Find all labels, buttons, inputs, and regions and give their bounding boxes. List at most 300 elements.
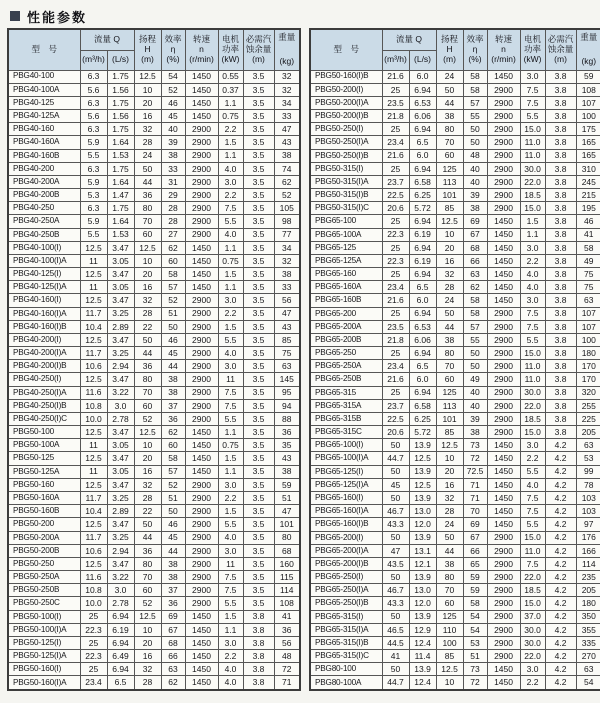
table-row bbox=[310, 83, 600, 96]
value-cell: 21.6 bbox=[382, 149, 409, 162]
value-cell: 3.8 bbox=[243, 636, 274, 649]
value-cell: 6.94 bbox=[409, 83, 436, 96]
value-cell: 16 bbox=[134, 465, 161, 478]
value-cell: 3.5 bbox=[243, 83, 274, 96]
table-row bbox=[310, 96, 600, 109]
value-cell: 3.5 bbox=[243, 439, 274, 452]
header-line: (%) bbox=[166, 53, 180, 64]
table-row bbox=[8, 228, 300, 241]
value-cell: 2900 bbox=[185, 386, 218, 399]
value-cell: 10 bbox=[134, 439, 161, 452]
header-line: 电机 bbox=[222, 34, 240, 45]
value-cell: 3.8 bbox=[545, 268, 576, 281]
value-cell: 60 bbox=[161, 439, 185, 452]
value-cell: 85 bbox=[436, 202, 463, 215]
value-cell: 24 bbox=[436, 518, 463, 531]
header-line: (m) bbox=[443, 53, 456, 64]
value-cell: 25 bbox=[382, 386, 409, 399]
value-cell: 25 bbox=[80, 663, 107, 676]
value-cell: 62 bbox=[161, 676, 185, 690]
value-cell: 2900 bbox=[185, 189, 218, 202]
table-row bbox=[310, 254, 600, 267]
value-cell: 4.2 bbox=[545, 623, 576, 636]
value-cell: 1.75 bbox=[107, 162, 134, 175]
table-row bbox=[8, 623, 300, 636]
header-line: 转速 bbox=[495, 34, 513, 45]
model-cell: PBG40-125 bbox=[8, 96, 80, 109]
table-row bbox=[310, 70, 600, 83]
value-cell: 37.0 bbox=[520, 610, 545, 623]
value-cell: 50 bbox=[463, 136, 487, 149]
value-cell: 3.8 bbox=[545, 373, 576, 386]
value-cell: 7.5 bbox=[520, 557, 545, 570]
value-cell: 60 bbox=[436, 149, 463, 162]
value-cell: 3.5 bbox=[243, 531, 274, 544]
value-cell: 3.8 bbox=[243, 610, 274, 623]
model-cell: PBG65-250 bbox=[310, 347, 382, 360]
value-cell: 44.5 bbox=[382, 636, 409, 649]
col-header-power bbox=[218, 29, 243, 70]
value-cell: 25 bbox=[382, 307, 409, 320]
value-cell: 180 bbox=[576, 597, 600, 610]
model-cell: PBG50-315(I) bbox=[310, 162, 382, 175]
value-cell: 1450 bbox=[487, 70, 520, 83]
model-cell: PBG65-100 bbox=[310, 215, 382, 228]
value-cell: 70 bbox=[134, 571, 161, 584]
value-cell: 6.5 bbox=[409, 360, 436, 373]
value-cell: 85 bbox=[274, 333, 300, 346]
value-cell: 4.0 bbox=[218, 347, 243, 360]
col-header-flow: 流量 Q bbox=[382, 29, 436, 50]
value-cell: 6.94 bbox=[409, 386, 436, 399]
value-cell: 2900 bbox=[487, 650, 520, 663]
value-cell: 1450 bbox=[487, 241, 520, 254]
model-cell: PBG65-160(I)B bbox=[310, 518, 382, 531]
value-cell: 58 bbox=[463, 70, 487, 83]
value-cell: 170 bbox=[576, 373, 600, 386]
value-cell: 10.0 bbox=[80, 412, 107, 425]
value-cell: 6.0 bbox=[409, 294, 436, 307]
value-cell: 12.5 bbox=[80, 268, 107, 281]
value-cell: 13.9 bbox=[409, 571, 436, 584]
value-cell: 4.2 bbox=[545, 557, 576, 570]
value-cell: 36 bbox=[134, 360, 161, 373]
model-cell: PBG50-200(I) bbox=[310, 83, 382, 96]
model-cell: PBG65-315C bbox=[310, 426, 382, 439]
table-row bbox=[8, 268, 300, 281]
value-cell: 50 bbox=[463, 123, 487, 136]
value-cell: 2900 bbox=[487, 636, 520, 649]
value-cell: 59 bbox=[463, 571, 487, 584]
table-row bbox=[8, 281, 300, 294]
model-cell: PBG50-125(I)A bbox=[8, 650, 80, 663]
col-header-efficiency bbox=[463, 29, 487, 70]
table-row bbox=[8, 333, 300, 346]
value-cell: 100 bbox=[576, 110, 600, 123]
value-cell: 1.5 bbox=[218, 136, 243, 149]
value-cell: 107 bbox=[576, 320, 600, 333]
value-cell: 12.0 bbox=[409, 597, 436, 610]
value-cell: 310 bbox=[576, 162, 600, 175]
value-cell: 1450 bbox=[185, 70, 218, 83]
value-cell: 3.5 bbox=[243, 162, 274, 175]
value-cell: 4.0 bbox=[218, 531, 243, 544]
value-cell: 3.8 bbox=[545, 281, 576, 294]
value-cell: 36 bbox=[161, 597, 185, 610]
value-cell: 3.25 bbox=[107, 307, 134, 320]
value-cell: 52 bbox=[134, 412, 161, 425]
value-cell: 63 bbox=[463, 268, 487, 281]
header-line: 必需汽 bbox=[547, 34, 574, 45]
value-cell: 25 bbox=[382, 215, 409, 228]
value-cell: 3.8 bbox=[545, 215, 576, 228]
value-cell: 1.64 bbox=[107, 136, 134, 149]
model-cell: PBG65-200(I)A bbox=[310, 544, 382, 557]
value-cell: 2900 bbox=[185, 505, 218, 518]
value-cell: 355 bbox=[576, 623, 600, 636]
value-cell: 44 bbox=[161, 360, 185, 373]
value-cell: 65 bbox=[463, 557, 487, 570]
value-cell: 45 bbox=[161, 531, 185, 544]
value-cell: 98 bbox=[274, 215, 300, 228]
value-cell: 3.8 bbox=[545, 175, 576, 188]
table-row bbox=[310, 663, 600, 676]
model-cell: PBG50-200 bbox=[8, 518, 80, 531]
value-cell: 43.3 bbox=[382, 518, 409, 531]
value-cell: 1.1 bbox=[218, 623, 243, 636]
header-line: (r/min) bbox=[491, 53, 516, 64]
value-cell: 2900 bbox=[185, 557, 218, 570]
value-cell: 11 bbox=[80, 439, 107, 452]
table-row bbox=[310, 281, 600, 294]
value-cell: 2900 bbox=[185, 175, 218, 188]
value-cell: 2.94 bbox=[107, 360, 134, 373]
value-cell: 1.56 bbox=[107, 110, 134, 123]
model-cell: PBG65-315(I)A bbox=[310, 623, 382, 636]
table-row bbox=[310, 268, 600, 281]
table-row bbox=[8, 215, 300, 228]
value-cell: 58 bbox=[463, 597, 487, 610]
value-cell: 15.0 bbox=[520, 597, 545, 610]
value-cell: 60 bbox=[436, 373, 463, 386]
value-cell: 66 bbox=[463, 544, 487, 557]
value-cell: 46 bbox=[576, 215, 600, 228]
value-cell: 44 bbox=[436, 320, 463, 333]
value-cell: 3.5 bbox=[243, 281, 274, 294]
value-cell: 5.6 bbox=[80, 83, 107, 96]
table-row bbox=[310, 584, 600, 597]
table-row bbox=[8, 70, 300, 83]
value-cell: 32 bbox=[274, 254, 300, 267]
value-cell: 3.47 bbox=[107, 241, 134, 254]
value-cell: 0.75 bbox=[218, 439, 243, 452]
value-cell: 75 bbox=[576, 281, 600, 294]
spec-table-right-body bbox=[310, 70, 600, 690]
value-cell: 51 bbox=[161, 307, 185, 320]
value-cell: 2900 bbox=[185, 149, 218, 162]
value-cell: 23.5 bbox=[382, 96, 409, 109]
value-cell: 6.06 bbox=[409, 333, 436, 346]
value-cell: 15.0 bbox=[520, 347, 545, 360]
value-cell: 29 bbox=[161, 189, 185, 202]
value-cell: 20 bbox=[436, 241, 463, 254]
table-row bbox=[8, 571, 300, 584]
value-cell: 4.2 bbox=[545, 650, 576, 663]
value-cell: 3.5 bbox=[243, 597, 274, 610]
value-cell: 4.2 bbox=[545, 610, 576, 623]
value-cell: 50 bbox=[134, 162, 161, 175]
value-cell: 4.2 bbox=[545, 439, 576, 452]
value-cell: 103 bbox=[576, 492, 600, 505]
model-cell: PBG65-250B bbox=[310, 373, 382, 386]
value-cell: 46.7 bbox=[382, 505, 409, 518]
value-cell: 1450 bbox=[185, 426, 218, 439]
value-cell: 7.5 bbox=[218, 571, 243, 584]
value-cell: 1.1 bbox=[218, 149, 243, 162]
value-cell: 38 bbox=[161, 571, 185, 584]
value-cell: 28 bbox=[134, 136, 161, 149]
value-cell: 3.8 bbox=[545, 241, 576, 254]
value-cell: 176 bbox=[576, 531, 600, 544]
value-cell: 10 bbox=[436, 452, 463, 465]
header-line: H bbox=[144, 43, 151, 54]
model-cell: PBG65-315(I) bbox=[310, 610, 382, 623]
value-cell: 166 bbox=[576, 544, 600, 557]
header-line: (kg) bbox=[279, 55, 295, 66]
value-cell: 2900 bbox=[487, 333, 520, 346]
model-cell: PBG40-250(I)A bbox=[8, 386, 80, 399]
col-header-flow-m3h: (m³/h) bbox=[80, 50, 107, 70]
value-cell: 3.47 bbox=[107, 268, 134, 281]
value-cell: 47 bbox=[274, 505, 300, 518]
header-line: 蚀余量 bbox=[547, 43, 574, 54]
value-cell: 10 bbox=[134, 623, 161, 636]
value-cell: 7.5 bbox=[520, 492, 545, 505]
value-cell: 52 bbox=[134, 597, 161, 610]
value-cell: 55 bbox=[463, 333, 487, 346]
value-cell: 25 bbox=[382, 123, 409, 136]
value-cell: 49 bbox=[463, 373, 487, 386]
value-cell: 4.2 bbox=[545, 571, 576, 584]
header-line: (kW) bbox=[523, 53, 542, 64]
value-cell: 50 bbox=[382, 571, 409, 584]
value-cell: 3.47 bbox=[107, 294, 134, 307]
value-cell: 38 bbox=[436, 333, 463, 346]
value-cell: 1.1 bbox=[218, 241, 243, 254]
section-title bbox=[0, 0, 600, 25]
value-cell: 20.6 bbox=[382, 426, 409, 439]
value-cell: 66 bbox=[463, 254, 487, 267]
value-cell: 18.5 bbox=[520, 412, 545, 425]
value-cell: 6.58 bbox=[409, 399, 436, 412]
model-cell: PBG40-250B bbox=[8, 228, 80, 241]
value-cell: 11.6 bbox=[80, 386, 107, 399]
table-row bbox=[310, 399, 600, 412]
table-row bbox=[8, 149, 300, 162]
value-cell: 59 bbox=[274, 478, 300, 491]
value-cell: 25 bbox=[382, 347, 409, 360]
value-cell: 2900 bbox=[185, 478, 218, 491]
value-cell: 12.5 bbox=[134, 426, 161, 439]
value-cell: 3.0 bbox=[520, 439, 545, 452]
value-cell: 32 bbox=[274, 70, 300, 83]
table-row bbox=[8, 597, 300, 610]
value-cell: 6.5 bbox=[409, 136, 436, 149]
value-cell: 28 bbox=[134, 307, 161, 320]
model-cell: PBG50-160(I)B bbox=[310, 70, 382, 83]
model-cell: PBG50-160(I) bbox=[8, 663, 80, 676]
value-cell: 4.2 bbox=[545, 492, 576, 505]
table-row bbox=[8, 426, 300, 439]
value-cell: 1450 bbox=[487, 439, 520, 452]
value-cell: 103 bbox=[576, 505, 600, 518]
header-line: η bbox=[472, 43, 478, 54]
value-cell: 69 bbox=[161, 610, 185, 623]
value-cell: 4.0 bbox=[218, 228, 243, 241]
model-cell: PBG50-160B bbox=[8, 505, 80, 518]
value-cell: 11.7 bbox=[80, 531, 107, 544]
value-cell: 50 bbox=[134, 518, 161, 531]
value-cell: 4.2 bbox=[545, 465, 576, 478]
value-cell: 4.2 bbox=[545, 452, 576, 465]
value-cell: 6.94 bbox=[409, 215, 436, 228]
value-cell: 38 bbox=[161, 149, 185, 162]
model-cell: PBG65-100(I) bbox=[310, 439, 382, 452]
col-header-speed bbox=[487, 29, 520, 70]
value-cell: 1450 bbox=[487, 492, 520, 505]
value-cell: 73 bbox=[463, 663, 487, 676]
value-cell: 6.19 bbox=[107, 623, 134, 636]
value-cell: 5.9 bbox=[80, 215, 107, 228]
value-cell: 175 bbox=[576, 123, 600, 136]
value-cell: 13.9 bbox=[409, 610, 436, 623]
value-cell: 23.7 bbox=[382, 175, 409, 188]
value-cell: 85 bbox=[436, 426, 463, 439]
value-cell: 4.0 bbox=[218, 162, 243, 175]
value-cell: 12.5 bbox=[436, 663, 463, 676]
value-cell: 28 bbox=[134, 676, 161, 690]
value-cell: 2.94 bbox=[107, 544, 134, 557]
value-cell: 3.8 bbox=[545, 360, 576, 373]
value-cell: 1450 bbox=[185, 663, 218, 676]
value-cell: 38 bbox=[436, 110, 463, 123]
value-cell: 3.22 bbox=[107, 571, 134, 584]
value-cell: 3.5 bbox=[243, 268, 274, 281]
value-cell: 58 bbox=[161, 268, 185, 281]
value-cell: 2.2 bbox=[520, 452, 545, 465]
value-cell: 11.0 bbox=[520, 149, 545, 162]
value-cell: 13.0 bbox=[409, 505, 436, 518]
value-cell: 10.0 bbox=[80, 597, 107, 610]
value-cell: 2900 bbox=[487, 320, 520, 333]
value-cell: 50 bbox=[382, 610, 409, 623]
value-cell: 63 bbox=[274, 360, 300, 373]
model-cell: PBG65-100A bbox=[310, 228, 382, 241]
value-cell: 3.5 bbox=[243, 347, 274, 360]
table-row bbox=[310, 478, 600, 491]
value-cell: 30.0 bbox=[520, 636, 545, 649]
value-cell: 53 bbox=[463, 636, 487, 649]
model-cell: PBG40-250A bbox=[8, 215, 80, 228]
value-cell: 3.5 bbox=[243, 518, 274, 531]
model-cell: PBG40-200(I) bbox=[8, 333, 80, 346]
value-cell: 12.5 bbox=[80, 518, 107, 531]
value-cell: 1450 bbox=[185, 281, 218, 294]
value-cell: 50 bbox=[161, 505, 185, 518]
table-row bbox=[310, 189, 600, 202]
value-cell: 113 bbox=[436, 175, 463, 188]
table-row bbox=[8, 557, 300, 570]
model-cell: PBG50-100 bbox=[8, 426, 80, 439]
model-cell: PBG65-200(I) bbox=[310, 531, 382, 544]
header-line: 扬程 bbox=[139, 34, 157, 45]
value-cell: 1450 bbox=[185, 110, 218, 123]
model-cell: PBG65-125(I) bbox=[310, 465, 382, 478]
value-cell: 33 bbox=[161, 162, 185, 175]
header-line: (m) bbox=[141, 53, 154, 64]
value-cell: 3.05 bbox=[107, 439, 134, 452]
value-cell: 113 bbox=[436, 399, 463, 412]
value-cell: 6.94 bbox=[409, 268, 436, 281]
model-cell: PBG40-200(I)A bbox=[8, 347, 80, 360]
value-cell: 12.5 bbox=[80, 241, 107, 254]
value-cell: 2900 bbox=[487, 584, 520, 597]
value-cell: 54 bbox=[463, 610, 487, 623]
model-cell: PBG40-125(I) bbox=[8, 268, 80, 281]
value-cell: 2900 bbox=[487, 557, 520, 570]
value-cell: 7.5 bbox=[520, 83, 545, 96]
value-cell: 5.5 bbox=[218, 597, 243, 610]
col-header-npsh bbox=[243, 29, 274, 70]
value-cell: 74 bbox=[274, 162, 300, 175]
value-cell: 3.5 bbox=[243, 96, 274, 109]
value-cell: 32 bbox=[274, 83, 300, 96]
value-cell: 80 bbox=[436, 123, 463, 136]
value-cell: 97 bbox=[576, 518, 600, 531]
table-row bbox=[310, 149, 600, 162]
value-cell: 3.0 bbox=[520, 70, 545, 83]
value-cell: 7.5 bbox=[218, 584, 243, 597]
value-cell: 1450 bbox=[185, 610, 218, 623]
value-cell: 6.5 bbox=[409, 281, 436, 294]
value-cell: 2900 bbox=[487, 531, 520, 544]
value-cell: 3.8 bbox=[545, 149, 576, 162]
value-cell: 205 bbox=[576, 426, 600, 439]
value-cell: 6.94 bbox=[107, 610, 134, 623]
value-cell: 57 bbox=[161, 465, 185, 478]
value-cell: 44 bbox=[134, 531, 161, 544]
model-cell: PBG50-250A bbox=[8, 571, 80, 584]
value-cell: 11.7 bbox=[80, 307, 107, 320]
table-row bbox=[8, 452, 300, 465]
table-row bbox=[8, 373, 300, 386]
value-cell: 46 bbox=[161, 333, 185, 346]
value-cell: 101 bbox=[436, 189, 463, 202]
value-cell: 2900 bbox=[487, 610, 520, 623]
value-cell: 41 bbox=[382, 650, 409, 663]
value-cell: 38 bbox=[161, 557, 185, 570]
value-cell: 20 bbox=[436, 465, 463, 478]
value-cell: 3.5 bbox=[243, 307, 274, 320]
table-row bbox=[8, 412, 300, 425]
value-cell: 108 bbox=[576, 83, 600, 96]
table-row bbox=[310, 623, 600, 636]
header-line: 效率 bbox=[164, 34, 182, 45]
value-cell: 36 bbox=[274, 426, 300, 439]
model-cell: PBG40-200 bbox=[8, 162, 80, 175]
value-cell: 47 bbox=[274, 123, 300, 136]
value-cell: 33 bbox=[274, 281, 300, 294]
